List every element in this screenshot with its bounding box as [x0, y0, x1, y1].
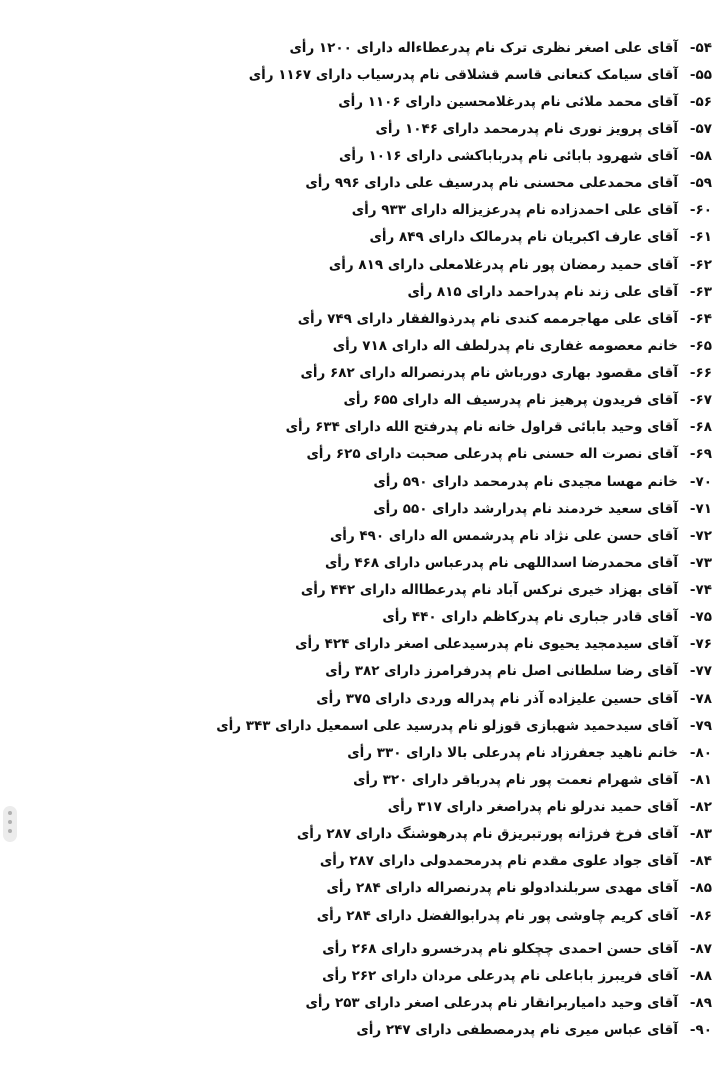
list-item — [0, 577, 720, 604]
scroll-handle-icon[interactable] — [3, 806, 17, 842]
list-item — [0, 658, 720, 685]
item-number: ۵۷- — [689, 120, 712, 137]
item-number: ۸۷- — [689, 940, 712, 957]
scroll-dot — [8, 829, 12, 833]
list-item — [0, 251, 720, 278]
item-number: ۷۹- — [689, 717, 712, 734]
list-item — [0, 34, 720, 61]
candidate-entry-text: آقای محمد ملائی نام پدرغلامحسین دارای ۱۱۰۶ رأی — [338, 93, 678, 110]
item-number: ۵۴- — [689, 39, 712, 56]
list-item — [0, 143, 720, 170]
candidate-entry-text: آقای عارف اکبریان نام پدرمالک دارای ۸۴۹ رأی — [369, 229, 678, 246]
candidate-entry-text: آقای حمید ندرلو نام پدراصغر دارای ۳۱۷ رأی — [387, 799, 678, 816]
list-item — [0, 414, 720, 441]
list-item — [0, 1017, 720, 1044]
candidate-entry-text: آقای فریدون پرهیز نام پدرسیف اله دارای ۶۵۵ رأی — [343, 392, 678, 409]
item-number: ۵۶- — [689, 93, 712, 110]
list-item — [0, 278, 720, 305]
scroll-dot — [8, 811, 12, 815]
item-number: ۸۸- — [689, 967, 712, 984]
list-item — [0, 962, 720, 989]
item-number: ۷۶- — [689, 636, 712, 653]
item-number: ۶۶- — [689, 365, 712, 382]
item-number: ۶۱- — [689, 229, 712, 246]
candidate-entry-text: آقای سیامک کنعانی قاسم قشلاقی نام پدرسیاب دارای ۱۱۶۷ رأی — [248, 66, 678, 83]
item-number: ۷۲- — [689, 527, 712, 544]
list-item — [0, 631, 720, 658]
item-number: ۷۵- — [689, 609, 712, 626]
item-number: ۹۰- — [689, 1022, 712, 1039]
candidate-entry-text: آقای علی زند نام پدراحمد دارای ۸۱۵ رأی — [407, 283, 678, 300]
item-number: ۷۷- — [689, 663, 712, 680]
candidate-entry-text: آقای سیدمجید یحیوی نام پدرسیدعلی اصغر دارای ۴۲۴ رأی — [295, 636, 678, 653]
candidate-entry-text: آقای علی مهاجرممه کندی نام پدرذوالفقار دارای ۷۴۹ رأی — [297, 310, 678, 327]
list-item — [0, 224, 720, 251]
candidate-entry-text: آقای علی احمدزاده نام پدرعزیزاله دارای ۹۳۳ رأی — [351, 202, 678, 219]
candidate-entry-text: آقای پرویز نوری نام پدرمحمد دارای ۱۰۴۶ رأی — [375, 120, 678, 137]
candidate-entry-text: خانم معصومه غفاری نام پدرلطف اله دارای ۷۱۸ رأی — [332, 337, 678, 354]
item-number: ۶۴- — [689, 310, 712, 327]
item-number: ۵۹- — [689, 175, 712, 192]
candidate-entry-text: خانم مهسا مجیدی نام پدرمحمد دارای ۵۹۰ رأی — [373, 473, 678, 490]
item-number: ۸۶- — [689, 907, 712, 924]
candidate-entry-text: آقای محمدرضا اسداللهی نام پدرعباس دارای ۴۶۸ رأی — [324, 554, 678, 571]
candidate-entry-text: آقای رضا سلطانی اصل نام پدرفرامرز دارای ۳۸۲ رأی — [325, 663, 678, 680]
list-item — [0, 305, 720, 332]
item-number: ۶۰- — [689, 202, 712, 219]
candidate-entry-text: آقای وحید دامیاربرانقار نام پدرعلی اصغر دارای ۲۵۳ رأی — [305, 994, 678, 1011]
candidate-entry-text: آقای شهرام نعمت پور نام پدرباقر دارای ۳۲۰ رأی — [353, 771, 678, 788]
candidate-entry-text: آقای مقصود بهاری دورباش نام پدرنصراله دارای ۶۸۲ رأی — [300, 365, 678, 382]
item-number: ۶۷- — [689, 392, 712, 409]
list-item — [0, 61, 720, 88]
list-item — [0, 794, 720, 821]
candidate-entry-text: آقای فرخ فرژانه پورتبریزق نام پدرهوشنگ دارای ۲۸۷ رأی — [296, 826, 678, 843]
scroll-dot — [8, 820, 12, 824]
candidate-entry-text: خانم ناهید جعفرزاد نام پدرعلی بالا دارای ۳۳۰ رأی — [347, 744, 678, 761]
item-number: ۷۱- — [689, 500, 712, 517]
candidate-entry-text: آقای شهرود بابائی نام پدرباباکشی دارای ۱۰۱۶ رأی — [339, 148, 678, 165]
candidate-entry-text: آقای حسین علیزاده آذر نام پدراله وردی دارای ۳۷۵ رأی — [316, 690, 678, 707]
list-item — [0, 115, 720, 142]
item-number: ۵۵- — [689, 66, 712, 83]
candidate-entry-text: آقای فریبرز باباعلی نام پدرعلی مردان دارای ۲۶۲ رأی — [322, 967, 678, 984]
list-item — [0, 821, 720, 848]
list-item — [0, 468, 720, 495]
list-item — [0, 549, 720, 576]
candidate-entry-text: آقای سعید خردمند نام پدرارشد دارای ۵۵۰ رأی — [373, 500, 678, 517]
item-number: ۶۸- — [689, 419, 712, 436]
candidate-entry-text: آقای بهزاد خیری نرکس آباد نام پدرعطااله دارای ۴۴۲ رأی — [300, 582, 678, 599]
item-number: ۵۸- — [689, 148, 712, 165]
item-number: ۸۱- — [689, 771, 712, 788]
candidate-entry-text: آقای سیدحمید شهبازی قوزلو نام پدرسید علی اسمعیل دارای ۳۴۳ رأی — [216, 717, 678, 734]
candidate-entry-text: آقای عباس میری نام پدرمصطفی دارای ۲۴۷ رأی — [356, 1022, 678, 1039]
candidate-entry-text: آقای قادر جباری نام پدرکاظم دارای ۴۴۰ رأی — [382, 609, 678, 626]
list-item — [0, 604, 720, 631]
item-number: ۶۵- — [689, 337, 712, 354]
candidate-vote-list — [0, 34, 720, 1044]
list-item — [0, 685, 720, 712]
candidate-entry-text: آقای نصرت اله حسنی نام پدرعلی صحبت دارای ۶۲۵ رأی — [306, 446, 678, 463]
list-item — [0, 387, 720, 414]
list-item — [0, 875, 720, 902]
item-number: ۷۳- — [689, 554, 712, 571]
candidate-entry-text: آقای علی اصغر نظری ترک نام پدرعطاءاله دارای ۱۲۰۰ رأی — [289, 39, 678, 56]
candidate-entry-text: آقای جواد علوی مقدم نام پدرمحمدولی دارای ۲۸۷ رأی — [319, 853, 678, 870]
item-number: ۷۰- — [689, 473, 712, 490]
candidate-entry-text: آقای وحید بابائی قراول خانه نام پدرفتح الله دارای ۶۳۴ رأی — [285, 419, 678, 436]
item-number: ۸۵- — [689, 880, 712, 897]
item-number: ۷۸- — [689, 690, 712, 707]
candidate-entry-text: آقای حسن احمدی چچکلو نام پدرخسرو دارای ۲۶۸ رأی — [322, 940, 678, 957]
item-number: ۷۴- — [689, 582, 712, 599]
candidate-entry-text: آقای محمدعلی محسنی نام پدرسیف علی دارای ۹۹۶ رأی — [305, 175, 678, 192]
list-item — [0, 902, 720, 929]
list-item — [0, 766, 720, 793]
candidate-entry-text: آقای حسن علی نژاد نام پدرشمس اله دارای ۴۹۰ رأی — [329, 527, 678, 544]
item-number: ۸۲- — [689, 799, 712, 816]
item-number: ۶۹- — [689, 446, 712, 463]
item-number: ۸۹- — [689, 994, 712, 1011]
item-number: ۸۳- — [689, 826, 712, 843]
list-item — [0, 332, 720, 359]
item-number: ۶۲- — [689, 256, 712, 273]
list-item — [0, 495, 720, 522]
list-item — [0, 712, 720, 739]
list-item — [0, 989, 720, 1016]
item-number: ۸۴- — [689, 853, 712, 870]
list-item — [0, 88, 720, 115]
candidate-entry-text: آقای کریم چاوشی پور نام پدرابوالفضل دارای ۲۸۴ رأی — [316, 907, 678, 924]
list-item — [0, 441, 720, 468]
candidate-entry-text: آقای مهدی سربلندادولو نام پدرنصراله دارای ۲۸۴ رأی — [326, 880, 678, 897]
list-item — [0, 197, 720, 224]
item-number: ۸۰- — [689, 744, 712, 761]
item-number: ۶۳- — [689, 283, 712, 300]
list-item — [0, 522, 720, 549]
list-item — [0, 360, 720, 387]
list-item — [0, 848, 720, 875]
candidate-entry-text: آقای حمید رمضان پور نام پدرغلامعلی دارای ۸۱۹ رأی — [328, 256, 678, 273]
list-item — [0, 739, 720, 766]
list-item — [0, 170, 720, 197]
list-item — [0, 935, 720, 962]
